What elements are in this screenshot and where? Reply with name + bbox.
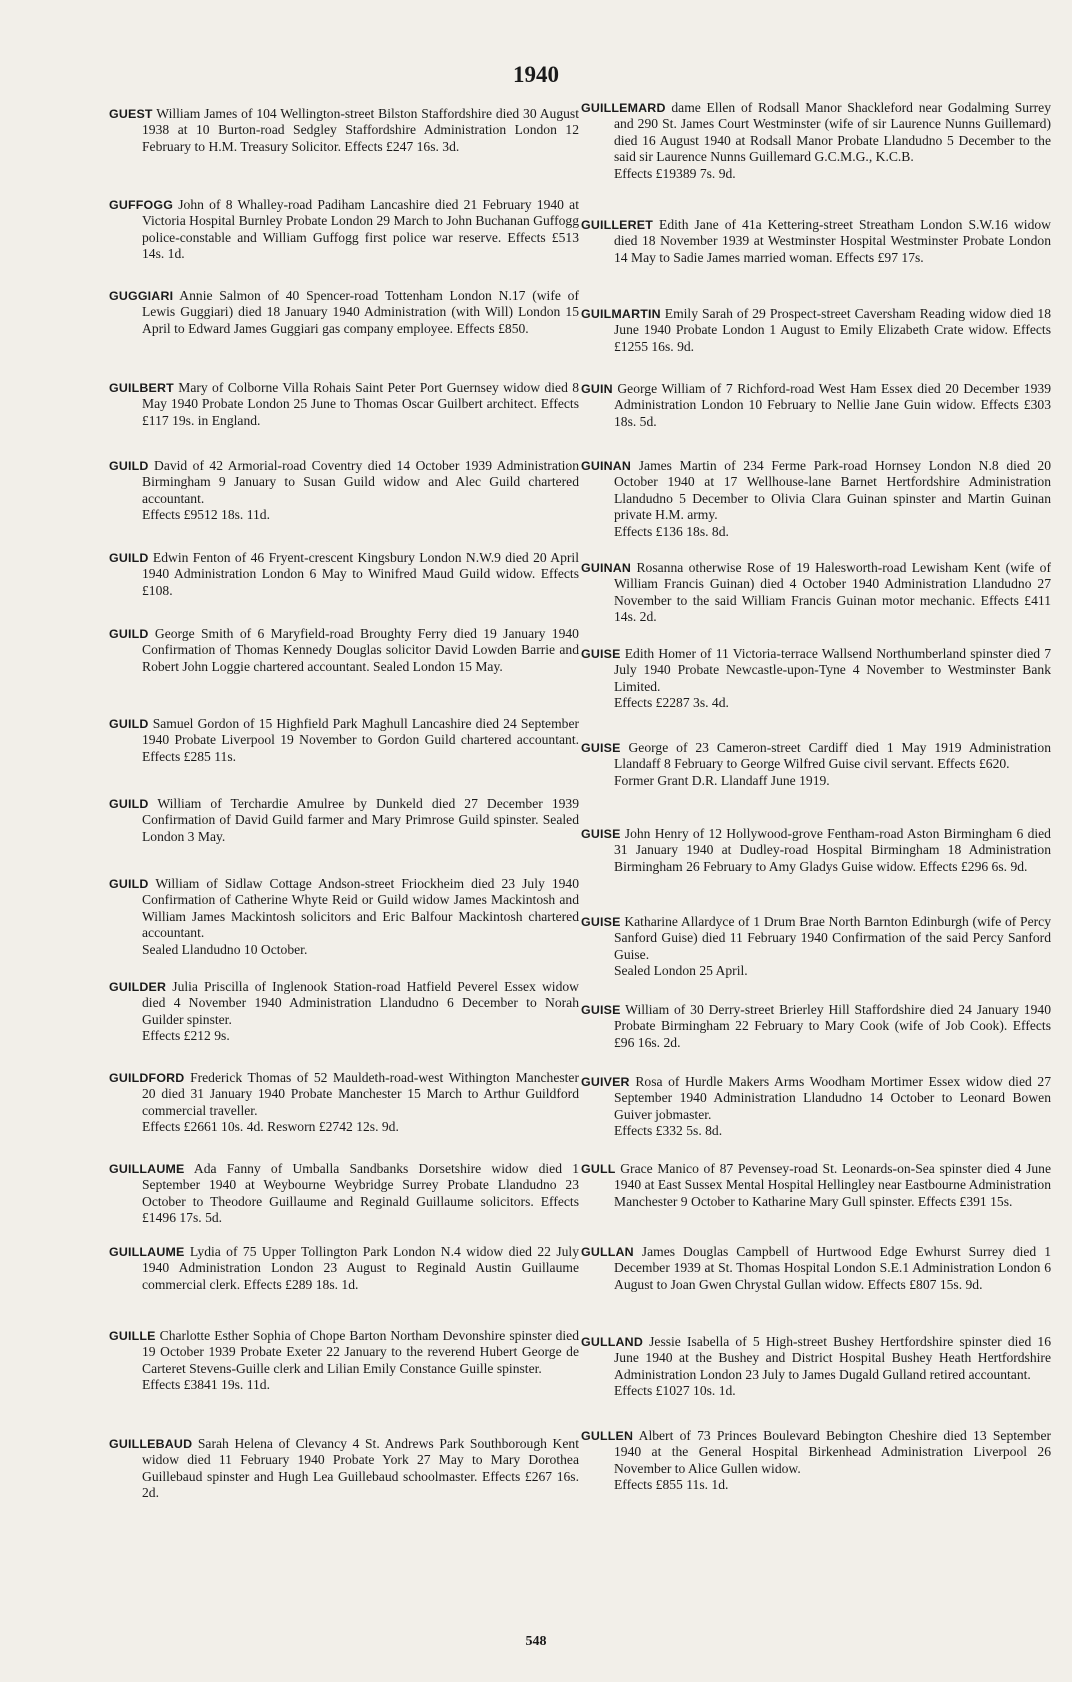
entry-surname: GUILDER: [109, 980, 167, 994]
entry-surname: GUINAN: [581, 459, 632, 473]
register-entry: [581, 217, 1051, 266]
register-entry: [581, 826, 1051, 875]
register-entry: [109, 716, 579, 765]
entry-surname: GUILLERET: [581, 218, 654, 232]
register-entry: [581, 306, 1051, 355]
register-entry: [581, 100, 1051, 182]
entry-text: John of 8 Whalley-road Padiham Lancashire died 21 February 1940 at Victoria Hospital Burnley Probate London 29 March to John Buchanan Guffogg police-constable and William Guffogg first police war reserve. Effects £513 14s. 1d.: [142, 197, 579, 262]
entry-text: Grace Manico of 87 Pevensey-road St. Leonards-on-Sea spinster died 4 June 1940 at East Sussex Mental Hospital Hellingley near Eastbourne Administration Manchester 9 October to Katharine Mary Gull spinster. Effects £391 15s.: [614, 1161, 1051, 1209]
entry-text: James Douglas Campbell of Hurtwood Edge Ewhurst Surrey died 1 December 1939 at St. Thomas Hospital London S.E.1 Administration London 6 August to Joan Gwen Chrystal Gullan widow. Effects £807 15s. 9d.: [614, 1244, 1051, 1292]
entry-surname: GULL: [581, 1162, 616, 1176]
entry-text: Rosa of Hurdle Makers Arms Woodham Mortimer Essex widow died 27 September 1940 Administration Llandudno 14 October to Leonard Bowen Guiver jobmaster.: [614, 1074, 1051, 1122]
entry-text: Frederick Thomas of 52 Mauldeth-road-west Withington Manchester 20 died 31 January 1940 Probate Manchester 15 March to Arthur Guildford commercial traveller.: [142, 1070, 579, 1118]
register-entry: [109, 1161, 579, 1227]
register-entry: [581, 381, 1051, 430]
entry-effects: Effects £1027 10s. 1d.: [614, 1383, 736, 1399]
entry-surname: GUIVER: [581, 1075, 630, 1089]
entry-surname: GUILD: [109, 627, 149, 641]
entry-text: Jessie Isabella of 5 High-street Bushey Hertfordshire spinster died 16 June 1940 at the Bushey and District Hospital Bushey Heath Hertfordshire Administration London 23 July to James Dugald Gulland retired accountant.: [614, 1334, 1051, 1382]
register-entry: [109, 796, 579, 845]
entry-text: George William of 7 Richford-road West Ham Essex died 20 December 1939 Administration London 10 February to Nellie Jane Guin widow. Effects £303 18s. 5d.: [614, 381, 1051, 429]
register-entry: [109, 380, 579, 429]
entry-text: Samuel Gordon of 15 Highfield Park Maghull Lancashire died 24 September 1940 Probate Liverpool 19 November to Gordon Guild chartered accountant. Effects £285 11s.: [142, 716, 580, 764]
page-number: 548: [525, 1634, 547, 1649]
entry-surname: GUILLAUME: [109, 1245, 185, 1259]
register-entry: [581, 1334, 1051, 1400]
register-entry: [581, 1002, 1051, 1051]
entry-surname: GUILBERT: [109, 381, 174, 395]
entry-text: Katharine Allardyce of 1 Drum Brae North Barnton Edinburgh (wife of Percy Sanford Guise) died 11 February 1940 Confirmation of the said Percy Sanford Guise.: [614, 914, 1051, 962]
entry-surname: GULLAN: [581, 1245, 634, 1259]
register-entry: [109, 626, 579, 675]
entry-text: William of Sidlaw Cottage Andson-street Friockheim died 23 July 1940 Confirmation of Catherine Whyte Reid or Guild widow James Mackintosh and William James Mackintosh solicitors and Eric Balfour Mackintosh chartered accountant.: [142, 876, 580, 941]
entry-text: Sarah Helena of Clevancy 4 St. Andrews Park Southborough Kent widow died 11 February 1940 Probate York 27 May to Mary Dorothea Guillebaud spinster and Hugh Lea Guillebaud schoolmaster. Effects £267 16s. 2d.: [142, 1436, 579, 1501]
entry-effects: Effects £855 11s. 1d.: [614, 1477, 729, 1493]
entry-text: William of Terchardie Amulree by Dunkeld died 27 December 1939 Confirmation of David Guild farmer and Mary Primrose Guild spinster. Sealed London 3 May.: [142, 796, 580, 844]
page-year-heading: 1940: [513, 62, 559, 87]
register-entry: [109, 979, 579, 1045]
register-entry: [581, 1244, 1051, 1293]
entry-surname: GUGGIARI: [109, 289, 174, 303]
register-entry: [581, 1074, 1051, 1140]
entry-surname: GUILD: [109, 459, 149, 473]
entry-text: John Henry of 12 Hollywood-grove Fentham-road Aston Birmingham 6 died 31 January 1940 at Dudley-road Hospital Birmingham 18 Administration Birmingham 26 February to Amy Gladys Guise widow. Effects £296 6s. 9d.: [614, 826, 1051, 874]
entry-text: William James of 104 Wellington-street Bilston Staffordshire died 30 August 1938 at 10 Burton-road Sedgley Staffordshire Administration London 12 February to H.M. Treasury Solicitor. Effects £247 16s. 3d.: [142, 106, 579, 154]
entry-effects: Effects £9512 18s. 11d.: [142, 507, 270, 523]
entry-surname: GUISE: [581, 741, 621, 755]
register-entry: [109, 288, 579, 337]
entry-text: Annie Salmon of 40 Spencer-road Tottenham London N.17 (wife of Lewis Guggiari) died 18 January 1940 Administration (with Will) London 15 April to Edward James Guggiari gas company employee. Effects £850.: [142, 288, 580, 336]
register-entry: [109, 1328, 579, 1394]
entry-effects: Effects £3841 19s. 11d.: [142, 1377, 270, 1393]
entry-surname: GUILMARTIN: [581, 307, 661, 321]
register-entry: [581, 1161, 1051, 1210]
entry-text: George of 23 Cameron-street Cardiff died 1 May 1919 Administration Llandaff 8 February to George Wilfred Guise civil servant. Effects £620.: [614, 740, 1052, 772]
register-entry: [109, 197, 579, 263]
entry-text: George Smith of 6 Maryfield-road Broughty Ferry died 19 January 1940 Confirmation of Thomas Kennedy Douglas solicitor David Lowden Barrie and Robert John Loggie chartered accountant. Sealed London 15 May.: [142, 626, 579, 674]
register-entry: [581, 560, 1051, 626]
register-entry: [109, 550, 579, 599]
entry-surname: GUILLAUME: [109, 1162, 185, 1176]
entry-surname: GUILLEBAUD: [109, 1437, 193, 1451]
entry-effects: Former Grant D.R. Llandaff June 1919.: [614, 772, 830, 788]
entry-effects: Sealed London 25 April.: [614, 963, 748, 979]
register-entry: [109, 876, 579, 958]
entry-text: Julia Priscilla of Inglenook Station-road Hatfield Peverel Essex widow died 4 November 1940 Administration Llandudno 6 December to Norah Guilder spinster.: [142, 979, 579, 1027]
entry-surname: GUILLEMARD: [581, 101, 666, 115]
entry-surname: GUISE: [581, 915, 621, 929]
entry-surname: GUILD: [109, 877, 149, 891]
entry-text: Edith Homer of 11 Victoria-terrace Wallsend Northumberland spinster died 7 July 1940 Probate Newcastle-upon-Tyne 4 November to Westminster Bank Limited.: [614, 646, 1051, 694]
entry-text: Lydia of 75 Upper Tollington Park London N.4 widow died 22 July 1940 Administration London 23 August to Reginald Austin Guillaume commercial clerk. Effects £289 18s. 1d.: [142, 1244, 579, 1292]
entry-text: Ada Fanny of Umballa Sandbanks Dorsetshire widow died 1 September 1940 at Weybourne Weybridge Surrey Probate Llandudno 23 October to Theodore Guillaume and Reginald Guillaume solicitors. Effects £1496 17s. 5d.: [142, 1161, 579, 1226]
entry-text: David of 42 Armorial-road Coventry died 14 October 1939 Administration Birmingham 9 January to Susan Guild widow and Alec Guild chartered accountant.: [142, 458, 579, 506]
entry-surname: GUINAN: [581, 561, 632, 575]
entry-effects: Sealed Llandudno 10 October.: [142, 941, 308, 957]
entry-surname: GUILDFORD: [109, 1071, 185, 1085]
entry-text: Edith Jane of 41a Kettering-street Streatham London S.W.16 widow died 18 November 1939 at Westminster Hospital Westminster Probate London 14 May to Sadie James married woman. Effects £97 17s.: [614, 217, 1051, 265]
entry-surname: GULLAND: [581, 1335, 643, 1349]
entry-text: Emily Sarah of 29 Prospect-street Caversham Reading widow died 18 June 1940 Probate London 1 August to Emily Elizabeth Crate widow. Effects £1255 16s. 9d.: [614, 306, 1051, 354]
entry-text: William of 30 Derry-street Brierley Hill Staffordshire died 24 January 1940 Probate Birmingham 22 February to Mary Cook (wife of Job Cook). Effects £96 16s. 2d.: [614, 1002, 1051, 1050]
entry-effects: Effects £332 5s. 8d.: [614, 1123, 723, 1139]
entry-surname: GUILLE: [109, 1329, 156, 1343]
register-entry: [109, 458, 579, 524]
entry-surname: GUISE: [581, 827, 621, 841]
register-entry: [109, 1436, 579, 1502]
register-entry: [109, 1070, 579, 1136]
entry-effects: Effects £2287 3s. 4d.: [614, 695, 729, 711]
register-entry: [109, 1244, 579, 1293]
entry-text: James Martin of 234 Ferme Park-road Hornsey London N.8 died 20 October 1940 at 17 Wellhouse-lane Barnet Hertfordshire Administration Llandudno 5 December to Olivia Clara Guinan spinster and Martin Guinan private H.M. army.: [614, 458, 1051, 523]
entry-surname: GUILD: [109, 717, 149, 731]
entry-text: Mary of Colborne Villa Rohais Saint Peter Port Guernsey widow died 8 May 1940 Probate London 25 June to Thomas Oscar Guilbert architect. Effects £117 19s. in England.: [142, 380, 579, 428]
register-entry: [581, 458, 1051, 540]
register-entry: [581, 740, 1051, 789]
entry-surname: GUISE: [581, 647, 621, 661]
entry-effects: Effects £212 9s.: [142, 1028, 230, 1044]
entry-surname: GULLEN: [581, 1429, 634, 1443]
entry-text: dame Ellen of Rodsall Manor Shackleford near Godalming Surrey and 290 St. James Court Westminster (wife of sir Laurence Nunns Guillemard) died 16 August 1940 at Rodsall Manor Probate Llandudno 5 December to the said sir Laurence Nunns Guillemard G.C.M.G., K.C.B.: [614, 100, 1051, 165]
register-entry: [581, 646, 1051, 712]
register-entry: [109, 106, 579, 155]
entry-effects: Effects £136 18s. 8d.: [614, 523, 729, 539]
entry-surname: GUILD: [109, 551, 149, 565]
entry-surname: GUILD: [109, 797, 149, 811]
entry-effects: Effects £2661 10s. 4d. Resworn £2742 12s. 9d.: [142, 1119, 399, 1135]
entry-text: Albert of 73 Princes Boulevard Bebington Cheshire died 13 September 1940 at the General Hospital Birkenhead Administration Liverpool 26 November to Alice Gullen widow.: [614, 1428, 1051, 1476]
entry-effects: Effects £19389 7s. 9d.: [614, 165, 736, 181]
entry-surname: GUEST: [109, 107, 153, 121]
entry-surname: GUIN: [581, 382, 613, 396]
entry-text: Edwin Fenton of 46 Fryent-crescent Kingsbury London N.W.9 died 20 April 1940 Administration London 6 May to Winifred Maud Guild widow. Effects £108.: [142, 550, 579, 598]
entry-text: Charlotte Esther Sophia of Chope Barton Northam Devonshire spinster died 19 October 1939 Probate Exeter 22 January to the reverend Hubert George de Carteret Stevens-Guille clerk and Lilian Emily Constance Guille spinster.: [142, 1328, 579, 1376]
entry-surname: GUFFOGG: [109, 198, 174, 212]
register-entry: [581, 914, 1051, 980]
entry-surname: GUISE: [581, 1003, 621, 1017]
entry-text: Rosanna otherwise Rose of 19 Halesworth-road Lewisham Kent (wife of William Francis Guinan) died 4 October 1940 Administration Llandudno 27 November to the said William Francis Guinan motor mechanic. Effects £411 14s. 2d.: [614, 560, 1051, 625]
register-entry: [581, 1428, 1051, 1494]
